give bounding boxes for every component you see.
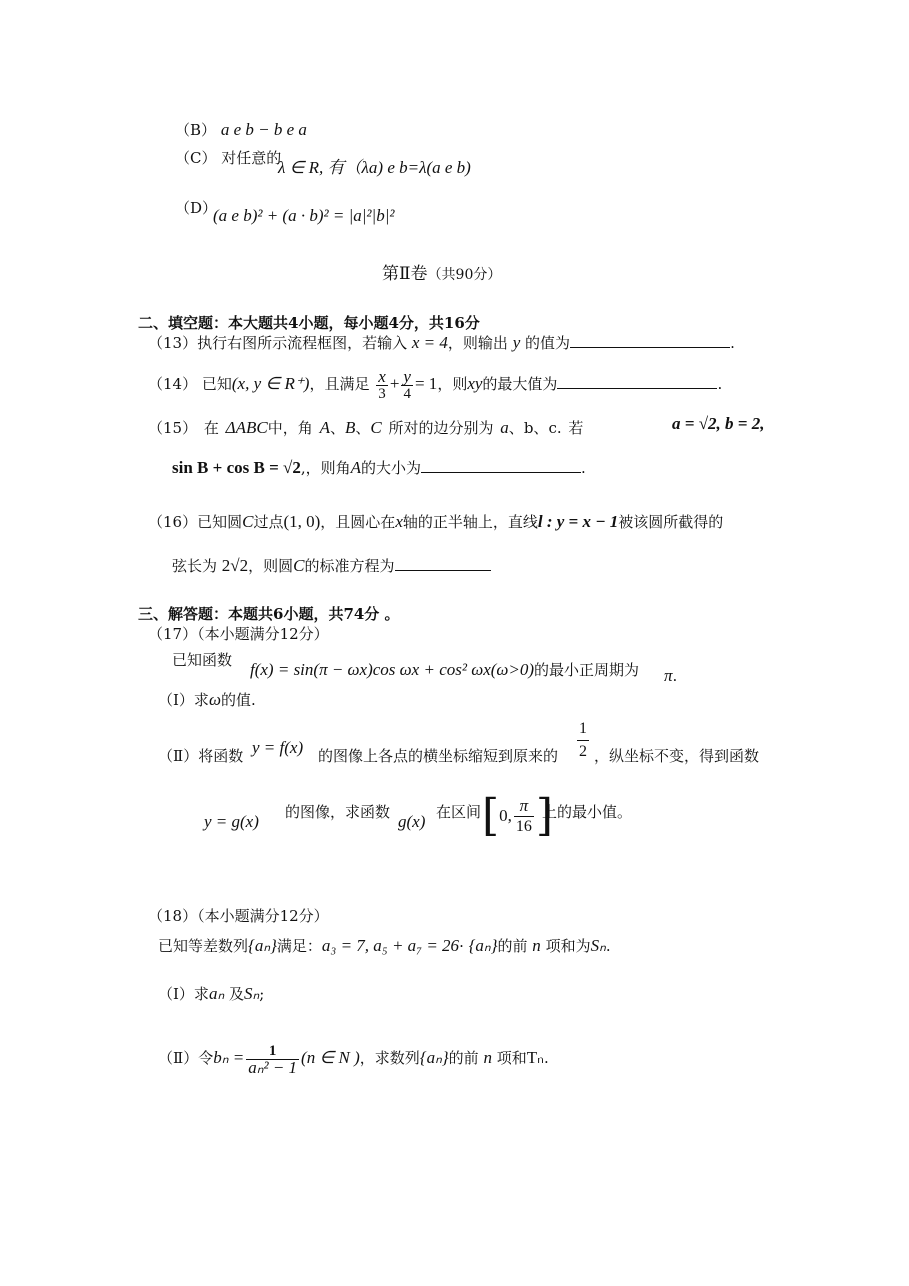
- q18-part2-text2: 的前: [448, 1049, 479, 1067]
- q15-var: A: [350, 458, 362, 477]
- q15-sep1: 、: [329, 419, 345, 437]
- section2-header: 二、填空题：本大题共4小题，每小题4分，共16分: [138, 314, 480, 332]
- q16-text7: ，则圆: [248, 557, 294, 575]
- q14-equals: = 1: [414, 374, 438, 393]
- q17-part1-label: （Ⅰ）求: [158, 691, 209, 709]
- q18-part2-label: （Ⅱ）令: [158, 1049, 214, 1067]
- q17-part2-interval-text: [436, 802, 481, 822]
- q14-domain: (x, y ∈ R⁺): [231, 374, 310, 393]
- question-16-cont: [172, 556, 491, 576]
- q15-expression: sin B + cos B = √2: [172, 458, 301, 477]
- choice-d-label: （D）: [175, 199, 218, 217]
- q13-answer-blank[interactable]: [570, 333, 730, 348]
- q17-part2-text5: 上的最小值。: [542, 803, 633, 821]
- q16-text5: 被该圆所截得的: [618, 513, 724, 531]
- q16-text8: 的标准方程为: [304, 557, 395, 575]
- q16-text6: 弦长为: [172, 557, 218, 575]
- question-14: [148, 366, 722, 402]
- q18-part2-n: n: [483, 1048, 492, 1067]
- q18-s: Sₙ: [590, 936, 606, 955]
- q15-side-a: a: [500, 418, 509, 437]
- q17-right-bracket: ]: [535, 790, 554, 841]
- q16-text4: 轴的正半轴上，直线: [402, 513, 538, 531]
- q13-var: y: [512, 333, 521, 352]
- q17-number: （17）（本小题满分12分）: [148, 625, 329, 643]
- q17-part2-text1: 的图像上各点的横坐标缩短到原来的: [318, 747, 559, 765]
- q13-text2: ，则输出: [447, 334, 508, 352]
- q18-part2: [158, 1038, 549, 1078]
- q18-part2-seq: {aₙ}: [419, 1048, 449, 1067]
- q15-text5: ,，则角: [300, 459, 351, 477]
- q17-left-bracket: [: [482, 790, 500, 841]
- q15-text2: 中，角: [267, 419, 313, 437]
- part2-heading: [382, 264, 501, 285]
- q14-end: .: [717, 375, 723, 393]
- q15-text3: 所对的边分别为: [388, 419, 494, 437]
- q17-function-line: [250, 660, 639, 680]
- choice-b: [175, 120, 307, 140]
- q18-part2-text3: 项和: [496, 1049, 527, 1067]
- choice-d: [175, 198, 217, 218]
- q15-angle-b: B: [344, 418, 356, 437]
- q14-text1: 已知: [201, 375, 232, 393]
- q17-part2-text2-line: [594, 746, 759, 766]
- choice-c: [175, 148, 281, 168]
- q17-end: .: [672, 667, 678, 685]
- q18-seq2: {aₙ}: [468, 936, 498, 955]
- q17-part2-func2-line: [204, 812, 259, 832]
- q18-part2-b: bₙ =: [213, 1048, 245, 1067]
- q18-part2-frac: $\frac{1}{\text{aₙ² − 1}}$: [248, 1042, 298, 1077]
- choice-c-label: （C）: [175, 149, 217, 167]
- choice-b-expression: a e b − b e a: [220, 120, 307, 139]
- q18-text3: ·: [459, 937, 464, 955]
- q18-part1-a: aₙ: [208, 984, 225, 1003]
- q17-pi-line: [664, 666, 677, 686]
- q18-text4: 的前: [497, 937, 528, 955]
- q15-condition: a = √2, b = 2,: [672, 414, 765, 433]
- q17-part2-func: y = f(x): [252, 738, 304, 757]
- q17-half: [575, 718, 591, 763]
- q18-seq: {aₙ}: [248, 936, 277, 955]
- q18-part1-label: （Ⅰ）求: [158, 985, 209, 1003]
- q16-text1: 已知圆: [197, 513, 243, 531]
- q17-part2-text4: 在区间: [436, 803, 482, 821]
- q15-sep3: 、: [508, 419, 524, 437]
- q18-part1-end: ;: [259, 985, 265, 1003]
- q18-part2-end: .: [543, 1049, 549, 1067]
- q15-end: .: [581, 459, 586, 477]
- q17-part2: [158, 746, 243, 766]
- q17-text1: 已知函数: [172, 651, 233, 669]
- q16-answer-blank[interactable]: [395, 556, 491, 571]
- question-13: [148, 333, 735, 353]
- part2-title: 第Ⅱ卷: [382, 264, 428, 284]
- section3-header: 三、解答题：本题共6小题，共74分 。: [138, 605, 400, 623]
- q15-side-b: b: [523, 419, 534, 437]
- q16-circle2: C: [293, 556, 305, 575]
- q17-interval-start: 0,: [499, 806, 512, 825]
- q17-part2-text-line: [318, 746, 558, 766]
- q18-part2-t: Tₙ: [526, 1048, 544, 1067]
- q15-sep4: 、: [533, 419, 549, 437]
- q16-line: l : y = x − 1: [537, 512, 619, 531]
- q16-text3: ，且圆心在: [320, 513, 396, 531]
- part2-score: （共90分）: [427, 267, 502, 283]
- choice-d-expression: (a e b)² + (a · b)² = |a|²|b|²: [213, 206, 395, 225]
- q16-number: （16）: [148, 513, 198, 531]
- q13-text1: 执行右图所示流程框图，若输入: [197, 334, 408, 352]
- q17-part1: [158, 690, 256, 710]
- question-15: [148, 418, 583, 438]
- q17-part2-func-line: [252, 738, 303, 758]
- q18-stem: [158, 936, 611, 956]
- q14-number: （14）: [148, 375, 198, 393]
- q17-part1-var: ω: [208, 690, 221, 709]
- q15-side-c: c: [548, 419, 557, 437]
- q17-part2-text2: ，纵坐标不变，得到函数: [594, 747, 760, 765]
- choice-c-expression: λ ∈ R, 有（λa) e b=λ(a e b): [278, 158, 471, 177]
- q17-interval-end: $\frac{\pi}{16}$: [515, 795, 532, 835]
- q17-part2-g-line: [398, 812, 425, 832]
- q15-angle-a: A: [319, 418, 330, 437]
- choice-c-expr-line: [278, 158, 471, 178]
- q17-text2: 的最小正周期为: [534, 661, 640, 679]
- q14-answer-blank[interactable]: [557, 374, 717, 389]
- q17-pi: π: [664, 666, 673, 685]
- q18-number: （18）（本小题满分12分）: [148, 907, 329, 925]
- q13-text3: 的值为: [525, 334, 571, 352]
- q17-part2-end: [542, 802, 632, 822]
- q18-condition: a₃ = 7, a₅ + a₇ = 26: [321, 936, 460, 955]
- q18-n: n: [532, 936, 541, 955]
- q15-number: （15）: [148, 419, 198, 437]
- q15-answer-blank[interactable]: [421, 458, 581, 473]
- q18-text2: 满足：: [276, 937, 322, 955]
- q18-part1: [158, 984, 264, 1004]
- q18-text1: 已知等差数列: [158, 937, 249, 955]
- q16-point: (1, 0): [283, 512, 321, 531]
- q14-text3: ，则: [437, 375, 468, 393]
- q18-end: .: [605, 937, 611, 955]
- choice-b-label: （B）: [175, 121, 217, 139]
- q18-part2-cond: (n ∈ N ): [301, 1048, 360, 1067]
- q17-part2-func2: y = g(x): [204, 812, 259, 831]
- q18-part1-s: Sₙ: [244, 984, 260, 1003]
- q13-number: （13）: [148, 334, 198, 352]
- q16-circle: C: [242, 512, 254, 531]
- q17-part2-label: （Ⅱ）将函数: [158, 747, 244, 765]
- q17-part2-text3: 的图像，求函数: [285, 803, 391, 821]
- q13-input: x = 4: [411, 333, 448, 352]
- q15-sep2: 、: [355, 419, 371, 437]
- q15-text1: 在: [203, 419, 219, 437]
- q16-length: 2√2: [221, 556, 249, 575]
- choice-c-text: 对任意的: [221, 149, 282, 167]
- q13-end: .: [730, 334, 735, 352]
- question-16: [148, 512, 723, 532]
- q16-text2: 过点: [253, 513, 284, 531]
- q14-frac-y4: $\frac{y}{4}$: [403, 366, 411, 402]
- q16-axis: x: [395, 512, 403, 531]
- choice-d-expr-line: [213, 206, 394, 226]
- q15-angle-c: C: [370, 418, 382, 437]
- q14-plus: +: [389, 374, 400, 393]
- q15-text4: . 若: [556, 419, 584, 437]
- q15-condition-line: [672, 414, 764, 434]
- q15-triangle: ΔABC: [225, 418, 268, 437]
- q14-text4: 的最大值为: [482, 375, 558, 393]
- q17-part2-cont: [285, 802, 390, 822]
- q14-var: xy: [467, 374, 483, 393]
- q18-text5: 项和为: [545, 937, 591, 955]
- q17-part2-g: g(x): [398, 812, 426, 831]
- q17-part1-text: 的值.: [220, 691, 256, 709]
- q18-part1-and: 及: [229, 985, 245, 1003]
- q17-stem: [172, 650, 232, 670]
- question-15-cont: [172, 458, 586, 478]
- q15-text6: 的大小为: [361, 459, 422, 477]
- q14-text2: ，且满足: [309, 375, 370, 393]
- q18-part2-text1: ，求数列: [359, 1049, 420, 1067]
- q17-function: f(x) = sin(π − ωx)cos ωx + cos² ωx(ω>0): [250, 660, 535, 679]
- q17-half-frac: $\frac{1}{2}$: [577, 718, 589, 763]
- q14-frac-x3: $\frac{x}{3}$: [378, 366, 386, 402]
